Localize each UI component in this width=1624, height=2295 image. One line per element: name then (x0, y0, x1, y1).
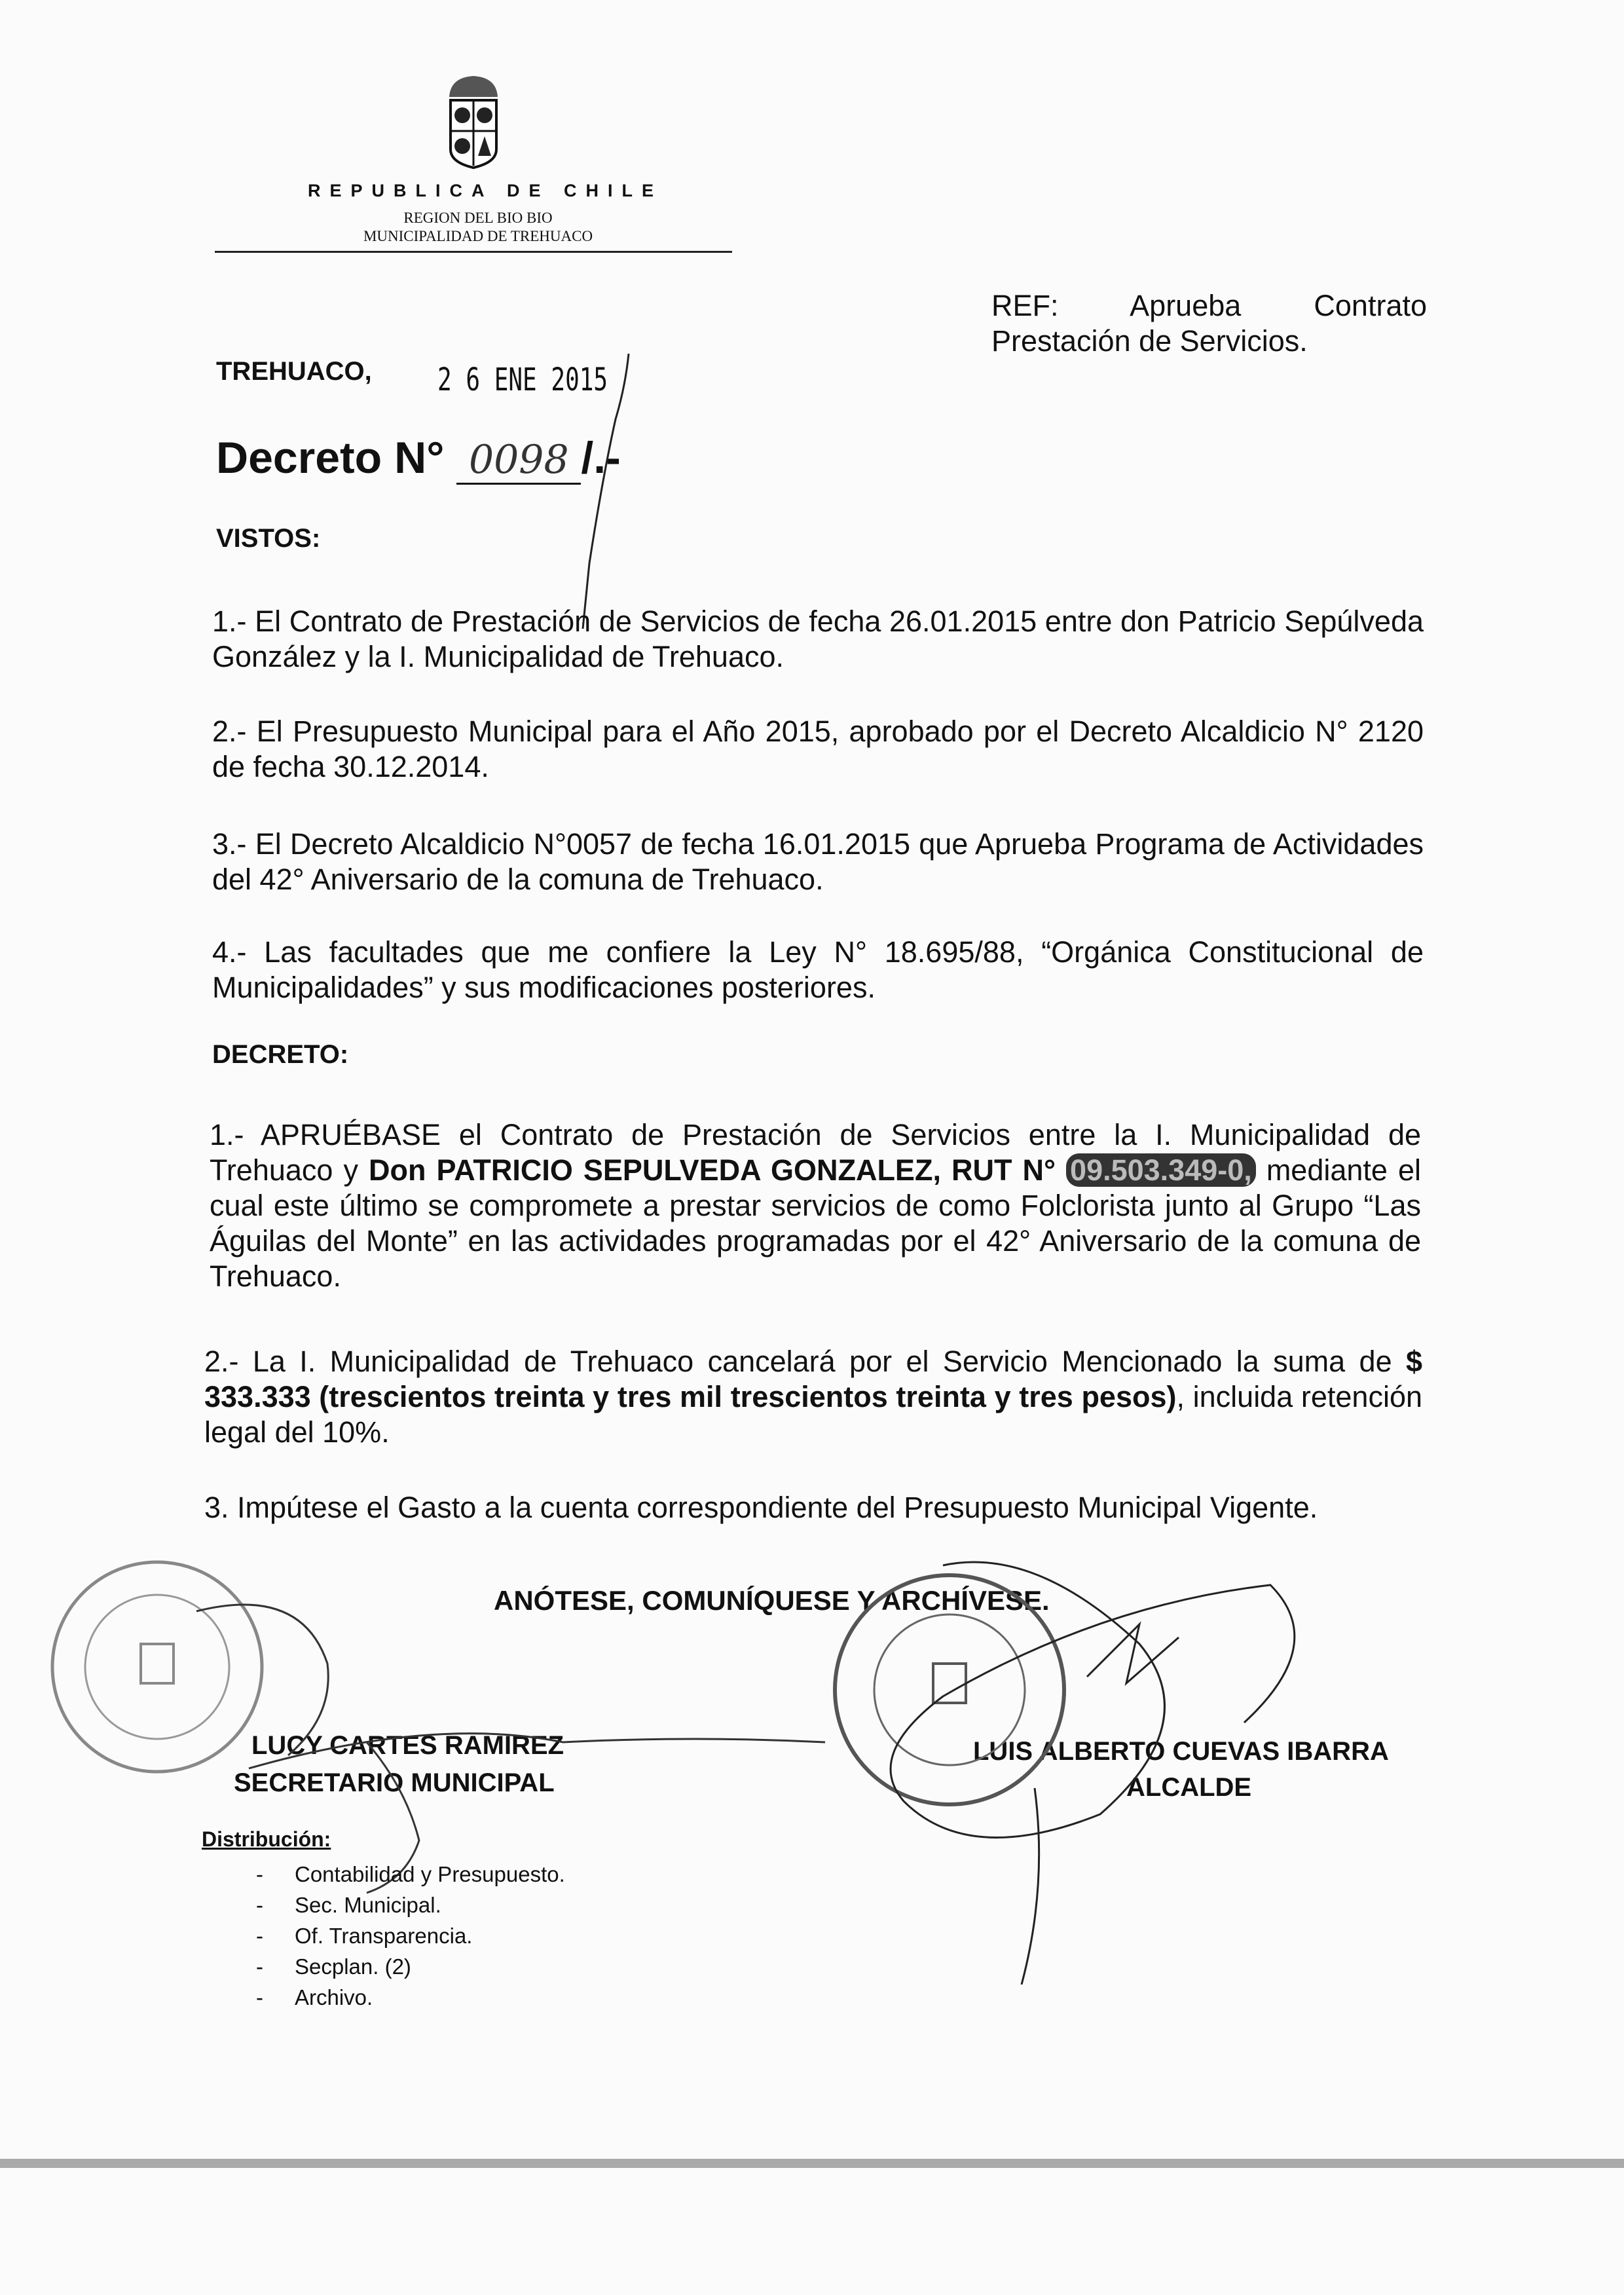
amount: $ 333.333 (trescientos treinta y tres mil trescientos treinta y tres pesos) (204, 1345, 1422, 1413)
distribution-title: Distribución: (202, 1827, 331, 1851)
vistos-item-1: 1.- El Contrato de Prestación de Servicios de fecha 26.01.2015 entre don Patricio Sepúlveda González y la I. Municipalidad de Trehuaco. (212, 605, 1424, 673)
vistos-item-2: 2.- El Presupuesto Municipal para el Año 2015, aprobado por el Decreto Alcaldicio N° 2120 de fecha 30.12.2014. (212, 715, 1424, 783)
secretary-signature (170, 1585, 858, 1899)
mayor-name: LUIS ALBERTO CUEVAS IBARRA (973, 1737, 1389, 1766)
distribution-item: - Contabilidad y Presupuesto. (256, 1862, 565, 1886)
reference (991, 288, 1427, 359)
ref-text: Aprueba Contrato Prestación de Servicios. (991, 289, 1427, 358)
distribution-item-label: Secplan. (2) (295, 1954, 411, 1979)
beneficiary-name: Don PATRICIO SEPULVEDA GONZALEZ, RUT N° (369, 1153, 1056, 1187)
distribution-list (256, 1859, 565, 2013)
mayor-title: ALCALDE (1126, 1773, 1252, 1802)
coat-of-arms-logo (444, 71, 503, 169)
decreto-item-2 (204, 1344, 1422, 1450)
decreto-item-1 (210, 1117, 1421, 1294)
decreto-item-1-rest: mediante el cual este último se compromete a prestar servicios de como Folclorista junto al Grupo “Las Águilas del Monte” en las actividades programadas por el 42° Aniversario de la comuna de Trehuaco. (210, 1153, 1421, 1293)
vistos-title: VISTOS: (216, 524, 321, 553)
vistos-item-3: 3.- El Decreto Alcaldicio N°0057 de fecha 16.01.2015 que Aprueba Programa de Actividades del 42° Aniversario de la comuna de Trehuaco. (212, 827, 1424, 896)
distribution-item-label: Of. Transparencia. (295, 1924, 473, 1948)
date-stamp: 2 6 ENE 2015 (437, 362, 608, 398)
header-municipality: MUNICIPALIDAD DE TREHUACO (363, 228, 593, 244)
distribution-item-label: Archivo. (295, 1985, 373, 2009)
decreto-item-3: 3. Impútese el Gasto a la cuenta correspondiente del Presupuesto Municipal Vigente. (204, 1491, 1318, 1524)
place: TREHUACO, (216, 357, 372, 386)
decreto-item-2-text: 2.- La I. Municipalidad de Trehuaco cancelará por el Servicio Mencionado la suma de (204, 1345, 1406, 1378)
decree-suffix: /.- (581, 433, 621, 483)
decreto-item-1-text: 1.- APRUÉBASE el Contrato de Prestación de Servicios entre la I. Municipalidad de Trehuaco y (210, 1118, 1421, 1187)
distribution-item: - Archivo. (256, 1985, 373, 2009)
handwritten-mark (563, 347, 642, 635)
mayor-signature (773, 1526, 1362, 1985)
decree-title (216, 432, 621, 485)
header-region: REGION DEL BIO BIO (403, 210, 553, 226)
decreto-item-2-rest: , incluida retención legal del 10%. (204, 1380, 1422, 1449)
scan-edge-bar (0, 2159, 1624, 2168)
decreto-title: DECRETO: (212, 1040, 349, 1069)
distribution-item-label: Contabilidad y Presupuesto. (295, 1862, 565, 1886)
secretary-name: LUCY CARTES RAMIREZ (251, 1731, 564, 1760)
closing: ANÓTESE, COMUNÍQUESE Y ARCHÍVESE. (494, 1585, 1050, 1616)
header-rule (215, 251, 732, 253)
rut-redacted: 09.503.349-0, (1066, 1153, 1256, 1187)
distribution-item-label: Sec. Municipal. (295, 1893, 441, 1917)
distribution-item: - Of. Transparencia. (256, 1924, 473, 1948)
decree-label: Decreto N° (216, 433, 445, 483)
distribution-item: - Sec. Municipal. (256, 1893, 441, 1917)
ref-label: REF: (991, 289, 1059, 322)
decree-number: 0098 (456, 437, 581, 485)
vistos-item-4: 4.- Las facultades que me confiere la Ley N° 18.695/88, “Orgánica Constitucional de Municipalidades” y sus modificaciones posteriores. (212, 935, 1424, 1004)
distribution-item: - Secplan. (2) (256, 1954, 411, 1979)
header-country: REPUBLICA DE CHILE (308, 181, 663, 200)
secretary-title: SECRETARIO MUNICIPAL (234, 1768, 555, 1797)
